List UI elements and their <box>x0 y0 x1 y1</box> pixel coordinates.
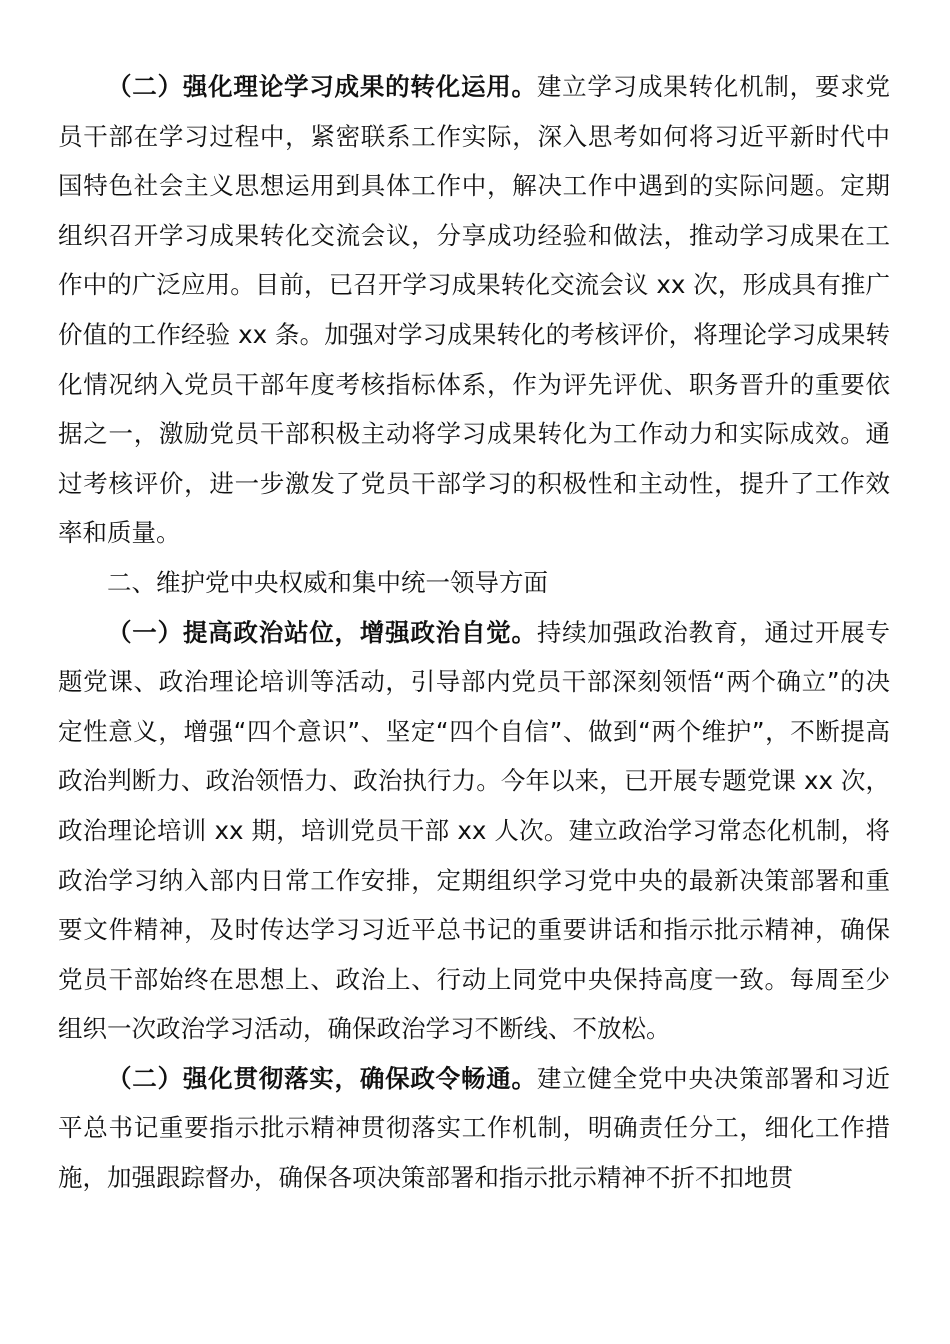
paragraph-theory-transformation <box>58 62 890 558</box>
paragraph-body: 建立健全党中央决策部署和习近平总书记重要指示批示精神贯彻落实工作机制，明确责任分工，细化工作措施，加强跟踪督办，确保各项决策部署和指示批示精神不折不扣地贯 <box>58 1063 891 1193</box>
document-page <box>58 62 890 1203</box>
paragraph-lead: （二）强化贯彻落实，确保政令畅通。 <box>107 1063 537 1093</box>
section-heading: 二、维护党中央权威和集中统一领导方面 <box>107 567 548 597</box>
paragraph-body: 建立学习成果转化机制，要求党员干部在学习过程中，紧密联系工作实际，深入思考如何将习近平新时代中国特色社会主义思想运用到具体工作中，解决工作中遇到的实际问题。定期组织召开学习成果转化交流会议，分享成功经验和做法，推动学习成果在工作中的广泛应用。目前，已召开学习成果转化交流会议 xx 次，形成具有推广价值的工作经验 xx 条。加强对学习成果转化的考核评价，将理论学习成果转化情况纳入党员干部年度考核指标体系，作为评先评优、职务晋升的重要依据之一，激励党员干部积极主动将学习成果转化为工作动力和实际成效。通过考核评价，进一步激发了党员干部学习的积极性和主动性，提升了工作效率和质量。 <box>58 72 891 548</box>
paragraph-political-stance <box>58 608 890 1054</box>
paragraph-lead: （一）提高政治站位，增强政治自觉。 <box>107 617 537 647</box>
paragraph-body: 持续加强政治教育，通过开展专题党课、政治理论培训等活动，引导部内党员干部深刻领悟“两个确立”的决定性意义，增强“四个意识”、坚定“四个自信”、做到“两个维护”，不断提高政治判断力、政治领悟力、政治执行力。今年以来，已开展专题党课 xx 次，政治理论培训 xx 期，培训党员干部 xx 人次。建立政治学习常态化机制，将政治学习纳入部内日常工作安排，定期组织学习党中央的最新决策部署和重要文件精神，及时传达学习习近平总书记的重要讲话和指示批示精神，确保党员干部始终在思想上、政治上、行动上同党中央保持高度一致。每周至少组织一次政治学习活动，确保政治学习不断线、不放松。 <box>58 617 891 1044</box>
paragraph-lead: （二）强化理论学习成果的转化运用。 <box>107 72 537 101</box>
paragraph-implementation <box>58 1054 890 1203</box>
